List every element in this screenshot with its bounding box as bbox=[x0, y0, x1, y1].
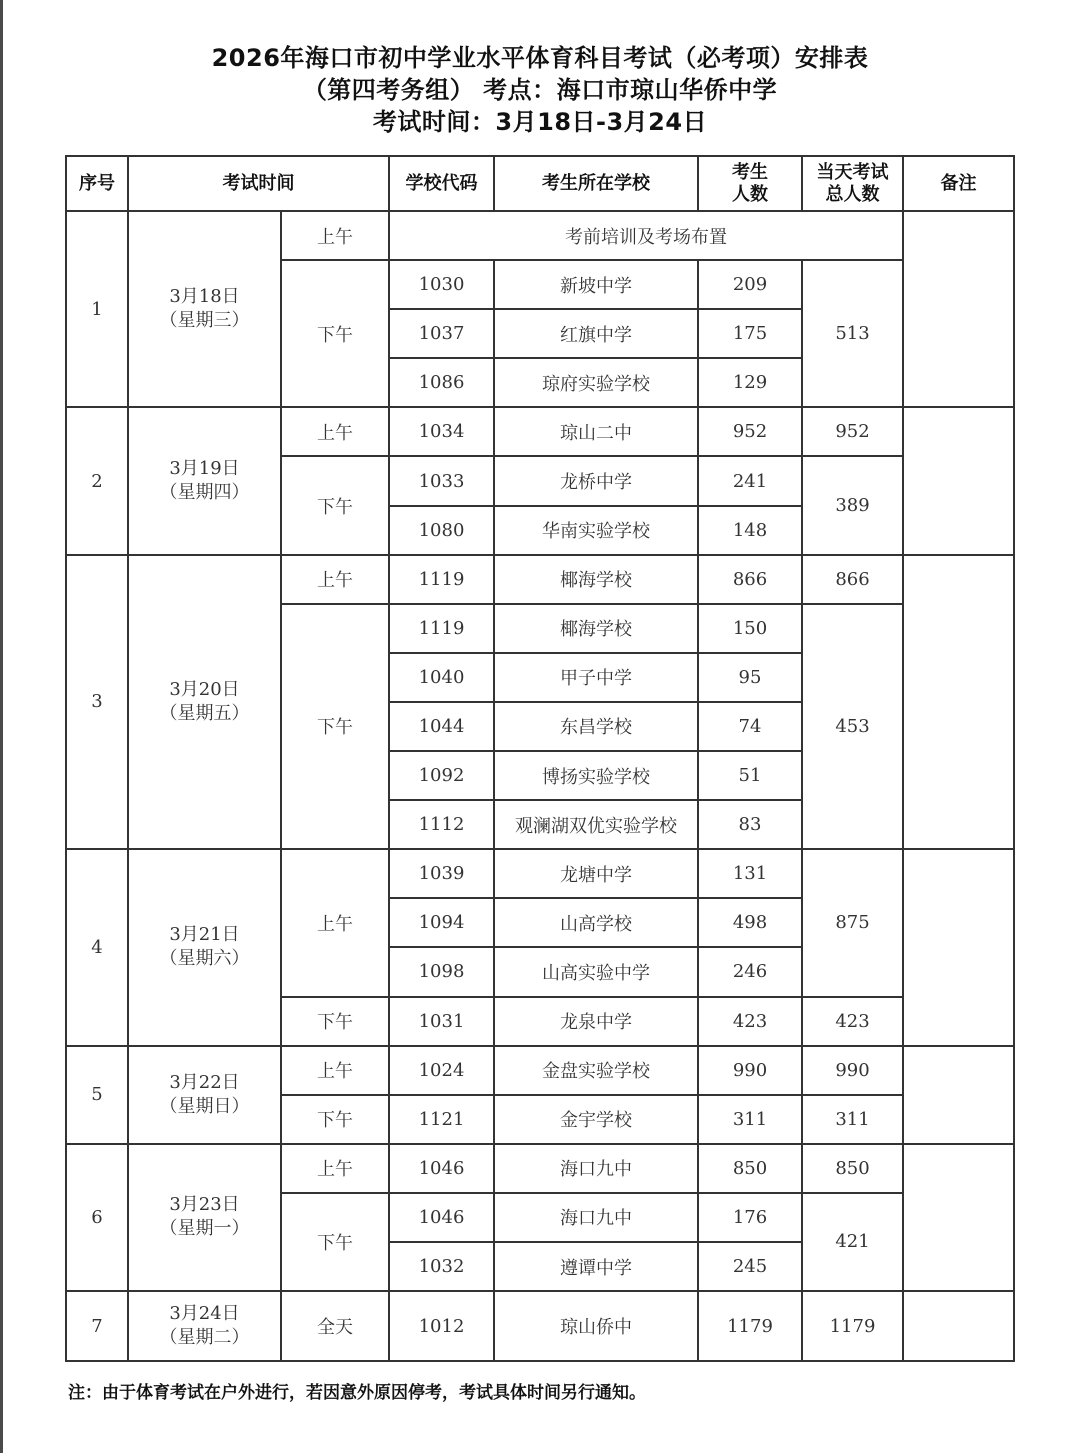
table-row bbox=[66, 849, 1014, 898]
seq-cell: 7 bbox=[66, 1291, 128, 1361]
school-code: 1112 bbox=[389, 800, 494, 849]
session-total: 875 bbox=[802, 849, 903, 996]
title-exam-period: 考试时间：3月18日-3月24日 bbox=[372, 108, 708, 136]
school-name: 龙泉中学 bbox=[494, 997, 698, 1046]
school-code: 1012 bbox=[389, 1291, 494, 1361]
student-count: 866 bbox=[698, 555, 802, 604]
student-count: 241 bbox=[698, 456, 802, 505]
footer-note: 注：由于体育考试在户外进行，若因意外原因停考，考试具体时间另行通知。 bbox=[68, 1383, 646, 1403]
school-name: 金盘实验学校 bbox=[494, 1046, 698, 1095]
session-cell: 下午 bbox=[281, 1193, 389, 1291]
header-seq: 序号 bbox=[66, 156, 128, 211]
remark-cell bbox=[903, 211, 1014, 407]
student-count: 423 bbox=[698, 997, 802, 1046]
session-total: 513 bbox=[802, 260, 903, 407]
school-code: 1033 bbox=[389, 456, 494, 505]
date-cell bbox=[128, 211, 281, 407]
school-name: 琼山二中 bbox=[494, 407, 698, 456]
student-count: 850 bbox=[698, 1144, 802, 1193]
session-total: 866 bbox=[802, 555, 903, 604]
school-name: 山高实验中学 bbox=[494, 947, 698, 996]
student-count: 148 bbox=[698, 506, 802, 555]
school-name: 观澜湖双优实验学校 bbox=[494, 800, 698, 849]
date-cell bbox=[128, 1144, 281, 1291]
session-cell: 上午 bbox=[281, 1144, 389, 1193]
header-total-line1: 当天考试 bbox=[816, 161, 889, 183]
school-name: 红旗中学 bbox=[494, 309, 698, 358]
date-text: 3月21日 bbox=[169, 924, 240, 946]
session-cell: 下午 bbox=[281, 1095, 389, 1144]
session-total: 453 bbox=[802, 604, 903, 849]
school-code: 1119 bbox=[389, 555, 494, 604]
school-code: 1044 bbox=[389, 702, 494, 751]
session-total: 423 bbox=[802, 997, 903, 1046]
student-count: 51 bbox=[698, 751, 802, 800]
date-text: 3月20日 bbox=[169, 678, 240, 700]
seq-cell: 4 bbox=[66, 849, 128, 1045]
school-code: 1080 bbox=[389, 506, 494, 555]
session-cell: 下午 bbox=[281, 260, 389, 407]
session-total: 952 bbox=[802, 407, 903, 456]
date-text: 3月22日 bbox=[169, 1071, 240, 1093]
remark-cell bbox=[903, 1144, 1014, 1291]
date-cell bbox=[128, 555, 281, 850]
session-cell: 全天 bbox=[281, 1291, 389, 1361]
header-remark: 备注 bbox=[903, 156, 1014, 211]
header-time: 考试时间 bbox=[128, 156, 389, 211]
session-total: 850 bbox=[802, 1144, 903, 1193]
student-count: 83 bbox=[698, 800, 802, 849]
student-count: 129 bbox=[698, 358, 802, 407]
school-code: 1040 bbox=[389, 653, 494, 702]
school-name: 金宇学校 bbox=[494, 1095, 698, 1144]
date-text: 3月19日 bbox=[169, 458, 240, 480]
session-cell: 上午 bbox=[281, 1046, 389, 1095]
school-name: 海口九中 bbox=[494, 1144, 698, 1193]
school-name: 龙塘中学 bbox=[494, 849, 698, 898]
school-name: 琼山侨中 bbox=[494, 1291, 698, 1361]
remark-cell bbox=[903, 407, 1014, 554]
school-code: 1032 bbox=[389, 1242, 494, 1291]
date-cell bbox=[128, 407, 281, 554]
date-cell bbox=[128, 849, 281, 1045]
student-count: 209 bbox=[698, 260, 802, 309]
session-cell: 上午 bbox=[281, 407, 389, 456]
weekday-text: （星期日） bbox=[159, 1095, 250, 1117]
session-total: 990 bbox=[802, 1046, 903, 1095]
weekday-text: （星期四） bbox=[159, 482, 250, 504]
table-row bbox=[66, 211, 1014, 260]
student-count: 1179 bbox=[698, 1291, 802, 1361]
school-name: 龙桥中学 bbox=[494, 456, 698, 505]
header-school: 考生所在学校 bbox=[494, 156, 698, 211]
student-count: 175 bbox=[698, 309, 802, 358]
seq-cell: 5 bbox=[66, 1046, 128, 1144]
school-code: 1092 bbox=[389, 751, 494, 800]
seq-cell: 6 bbox=[66, 1144, 128, 1291]
seq-cell: 1 bbox=[66, 211, 128, 407]
table-row bbox=[66, 555, 1014, 604]
student-count: 246 bbox=[698, 947, 802, 996]
title-subtitle: （第四考务组） 考点：海口市琼山华侨中学 bbox=[302, 76, 778, 104]
weekday-text: （星期五） bbox=[159, 702, 250, 724]
student-count: 74 bbox=[698, 702, 802, 751]
remark-cell bbox=[903, 1291, 1014, 1361]
date-cell bbox=[128, 1046, 281, 1144]
title-block bbox=[0, 42, 1080, 138]
header-count-line2: 人数 bbox=[732, 183, 768, 205]
school-code: 1024 bbox=[389, 1046, 494, 1095]
school-name: 椰海学校 bbox=[494, 555, 698, 604]
student-count: 245 bbox=[698, 1242, 802, 1291]
table-row bbox=[66, 407, 1014, 456]
header-code: 学校代码 bbox=[389, 156, 494, 211]
student-count: 131 bbox=[698, 849, 802, 898]
session-cell: 上午 bbox=[281, 211, 389, 260]
school-code: 1030 bbox=[389, 260, 494, 309]
session-cell: 下午 bbox=[281, 997, 389, 1046]
page-left-border bbox=[0, 0, 3, 1453]
school-code: 1039 bbox=[389, 849, 494, 898]
school-code: 1031 bbox=[389, 997, 494, 1046]
header-count bbox=[698, 156, 802, 211]
school-name: 博扬实验学校 bbox=[494, 751, 698, 800]
school-name: 新坡中学 bbox=[494, 260, 698, 309]
weekday-text: （星期一） bbox=[159, 1218, 250, 1240]
student-count: 95 bbox=[698, 653, 802, 702]
schedule-table bbox=[65, 155, 1015, 1362]
session-total: 311 bbox=[802, 1095, 903, 1144]
preparation-note: 考前培训及考场布置 bbox=[389, 211, 903, 260]
weekday-text: （星期二） bbox=[159, 1327, 250, 1349]
school-code: 1094 bbox=[389, 898, 494, 947]
school-name: 东昌学校 bbox=[494, 702, 698, 751]
session-total: 421 bbox=[802, 1193, 903, 1291]
student-count: 952 bbox=[698, 407, 802, 456]
school-code: 1046 bbox=[389, 1193, 494, 1242]
school-code: 1046 bbox=[389, 1144, 494, 1193]
school-name: 遵谭中学 bbox=[494, 1242, 698, 1291]
school-name: 琼府实验学校 bbox=[494, 358, 698, 407]
table-row bbox=[66, 1046, 1014, 1095]
remark-cell bbox=[903, 555, 1014, 850]
title-main: 2026年海口市初中学业水平体育科目考试（必考项）安排表 bbox=[211, 44, 869, 72]
school-name: 华南实验学校 bbox=[494, 506, 698, 555]
session-total: 1179 bbox=[802, 1291, 903, 1361]
school-code: 1119 bbox=[389, 604, 494, 653]
header-row bbox=[66, 156, 1014, 211]
student-count: 990 bbox=[698, 1046, 802, 1095]
school-name: 山高学校 bbox=[494, 898, 698, 947]
seq-cell: 3 bbox=[66, 555, 128, 850]
header-count-line1: 考生 bbox=[732, 161, 768, 183]
table-row bbox=[66, 1291, 1014, 1361]
school-code: 1121 bbox=[389, 1095, 494, 1144]
student-count: 176 bbox=[698, 1193, 802, 1242]
school-code: 1086 bbox=[389, 358, 494, 407]
student-count: 311 bbox=[698, 1095, 802, 1144]
date-text: 3月23日 bbox=[169, 1194, 240, 1216]
date-text: 3月24日 bbox=[169, 1303, 240, 1325]
school-name: 椰海学校 bbox=[494, 604, 698, 653]
seq-cell: 2 bbox=[66, 407, 128, 554]
school-name: 海口九中 bbox=[494, 1193, 698, 1242]
school-code: 1034 bbox=[389, 407, 494, 456]
session-total: 389 bbox=[802, 456, 903, 554]
session-cell: 上午 bbox=[281, 555, 389, 604]
table-row bbox=[66, 1144, 1014, 1193]
session-cell: 上午 bbox=[281, 849, 389, 996]
school-code: 1037 bbox=[389, 309, 494, 358]
weekday-text: （星期三） bbox=[159, 310, 250, 332]
header-total-line2: 总人数 bbox=[825, 183, 880, 205]
remark-cell bbox=[903, 849, 1014, 1045]
student-count: 498 bbox=[698, 898, 802, 947]
school-code: 1098 bbox=[389, 947, 494, 996]
session-cell: 下午 bbox=[281, 456, 389, 554]
weekday-text: （星期六） bbox=[159, 948, 250, 970]
student-count: 150 bbox=[698, 604, 802, 653]
session-cell: 下午 bbox=[281, 604, 389, 849]
remark-cell bbox=[903, 1046, 1014, 1144]
date-text: 3月18日 bbox=[169, 286, 240, 308]
school-name: 甲子中学 bbox=[494, 653, 698, 702]
header-total bbox=[802, 156, 903, 211]
date-cell bbox=[128, 1291, 281, 1361]
